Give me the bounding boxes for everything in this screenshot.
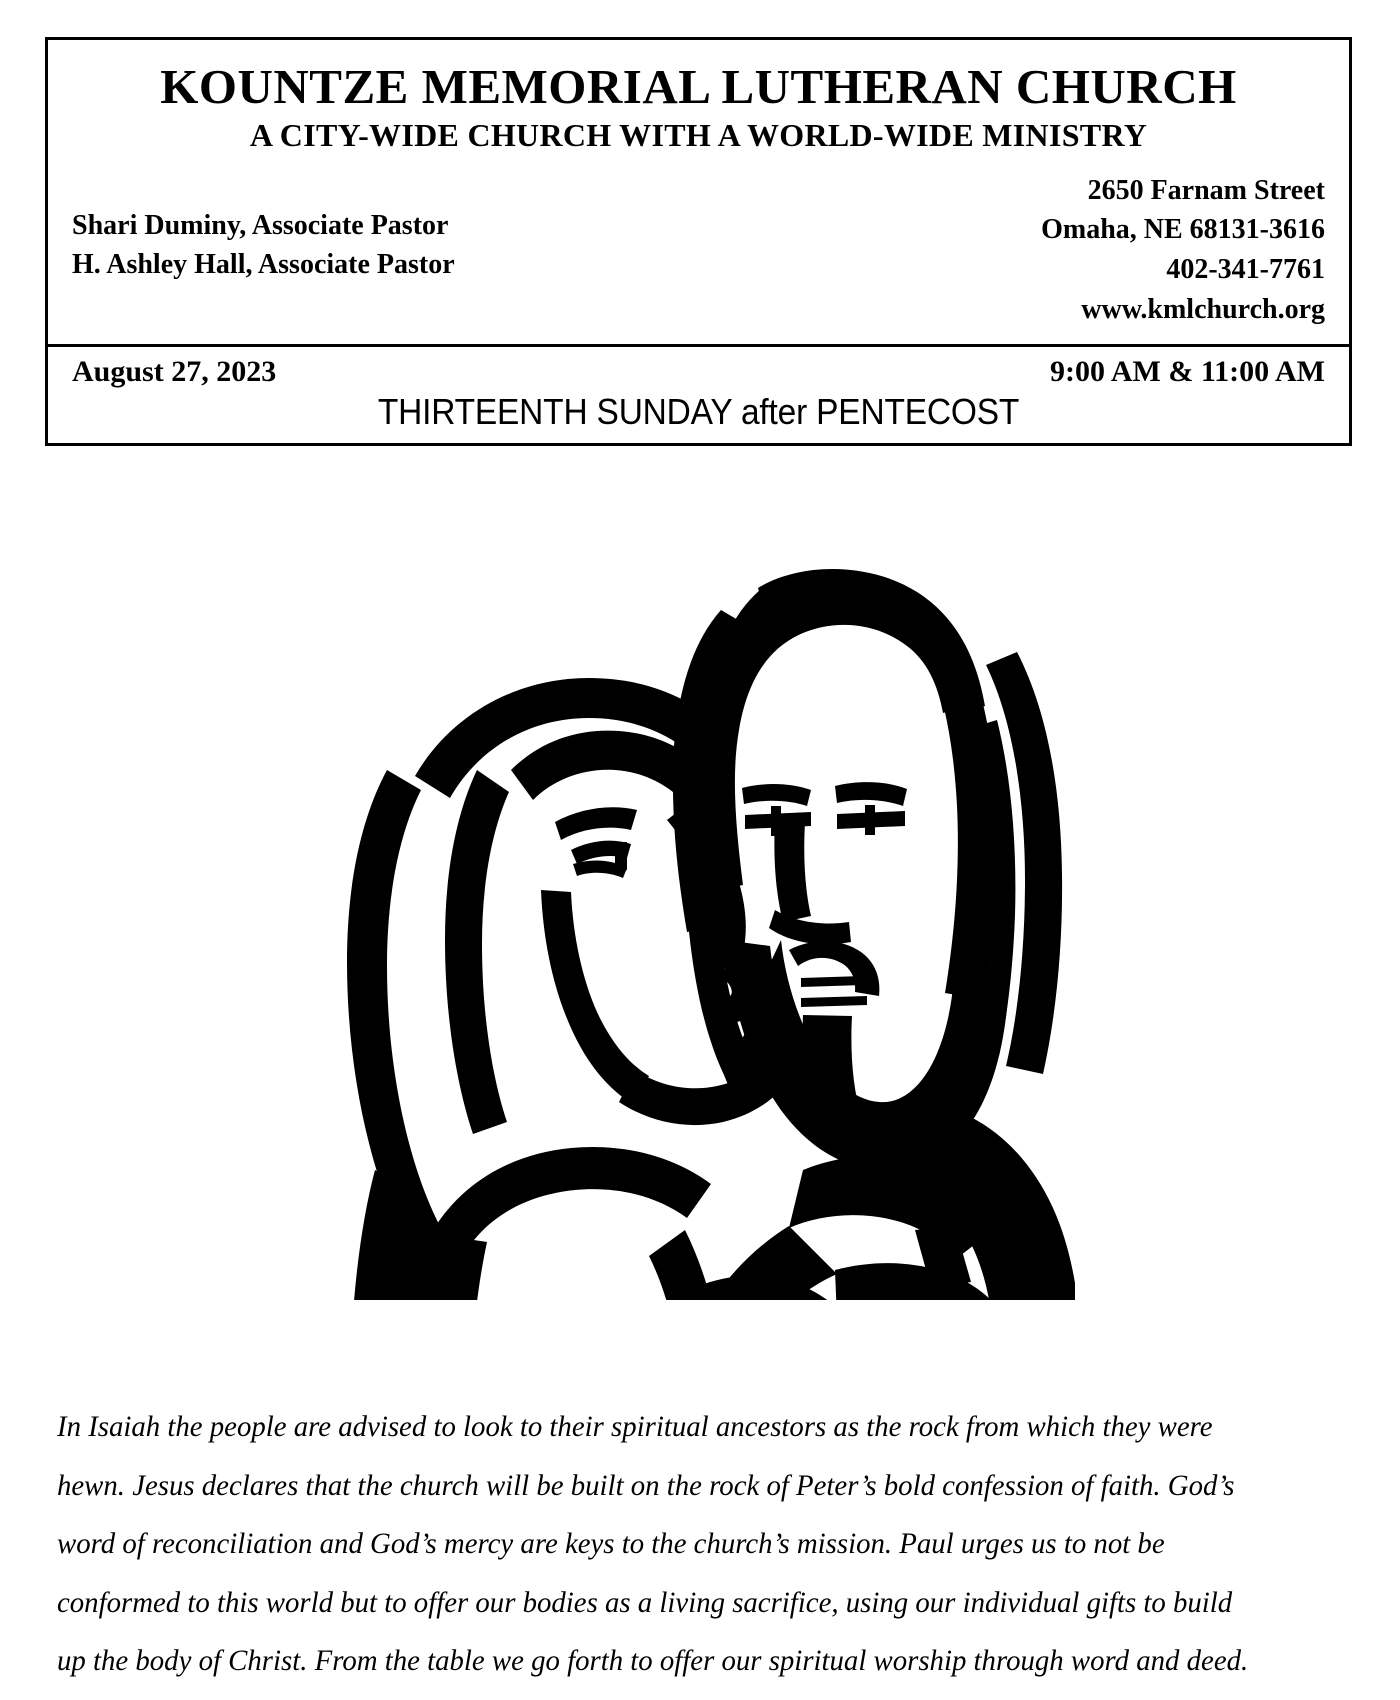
staff-item-associate-pastor-2: H. Ashley Hall, Associate Pastor (72, 249, 455, 281)
address-city-state-zip: Omaha, NE 68131-3616 (1041, 214, 1325, 246)
staff-list (72, 171, 455, 286)
contact-row (48, 153, 1349, 344)
scripture-summary (57, 1398, 1252, 1691)
cover-illustration (255, 470, 1075, 1300)
liturgical-occasion: THIRTEENTH SUNDAY after PENTECOST (377, 390, 1020, 432)
church-name: KOUNTZE MEMORIAL LUTHERAN CHURCH (160, 59, 1237, 114)
scripture-summary-text: In Isaiah the people are advised to look to their spiritual ancestors as the rock from which they were hewn. Jesus declares that the church will be built on the rock of Peter’s bold confession of faith. God’s word of reconciliation and God’s mercy are keys to the church’s mission. Paul urges us to not be conformed to this world but to offer our bodies as a living sacrifice, using our individual gifts to build up the body of Christ. From the table we go forth to offer our spiritual worship through word and deed. (57, 1410, 1249, 1677)
service-times: 9:00 AM & 11:00 AM (1050, 354, 1325, 388)
masthead-frame (45, 37, 1352, 446)
date-and-times-row (72, 355, 1325, 389)
address-street: 2650 Farnam Street (1087, 174, 1325, 206)
staff-item-associate-pastor-1: Shari Duminy, Associate Pastor (72, 209, 449, 241)
jesus-and-peter-woodcut-icon (255, 470, 1075, 1300)
address-block (1041, 171, 1325, 330)
phone-number: 402-341-7761 (1166, 254, 1325, 286)
church-tagline: A CITY-WIDE CHURCH WITH A WORLD-WIDE MINISTRY (249, 116, 1148, 153)
service-date: August 27, 2023 (72, 354, 277, 388)
masthead-lower (48, 347, 1349, 443)
masthead-upper (48, 59, 1349, 344)
website-url[interactable]: www.kmlchurch.org (1081, 293, 1325, 325)
